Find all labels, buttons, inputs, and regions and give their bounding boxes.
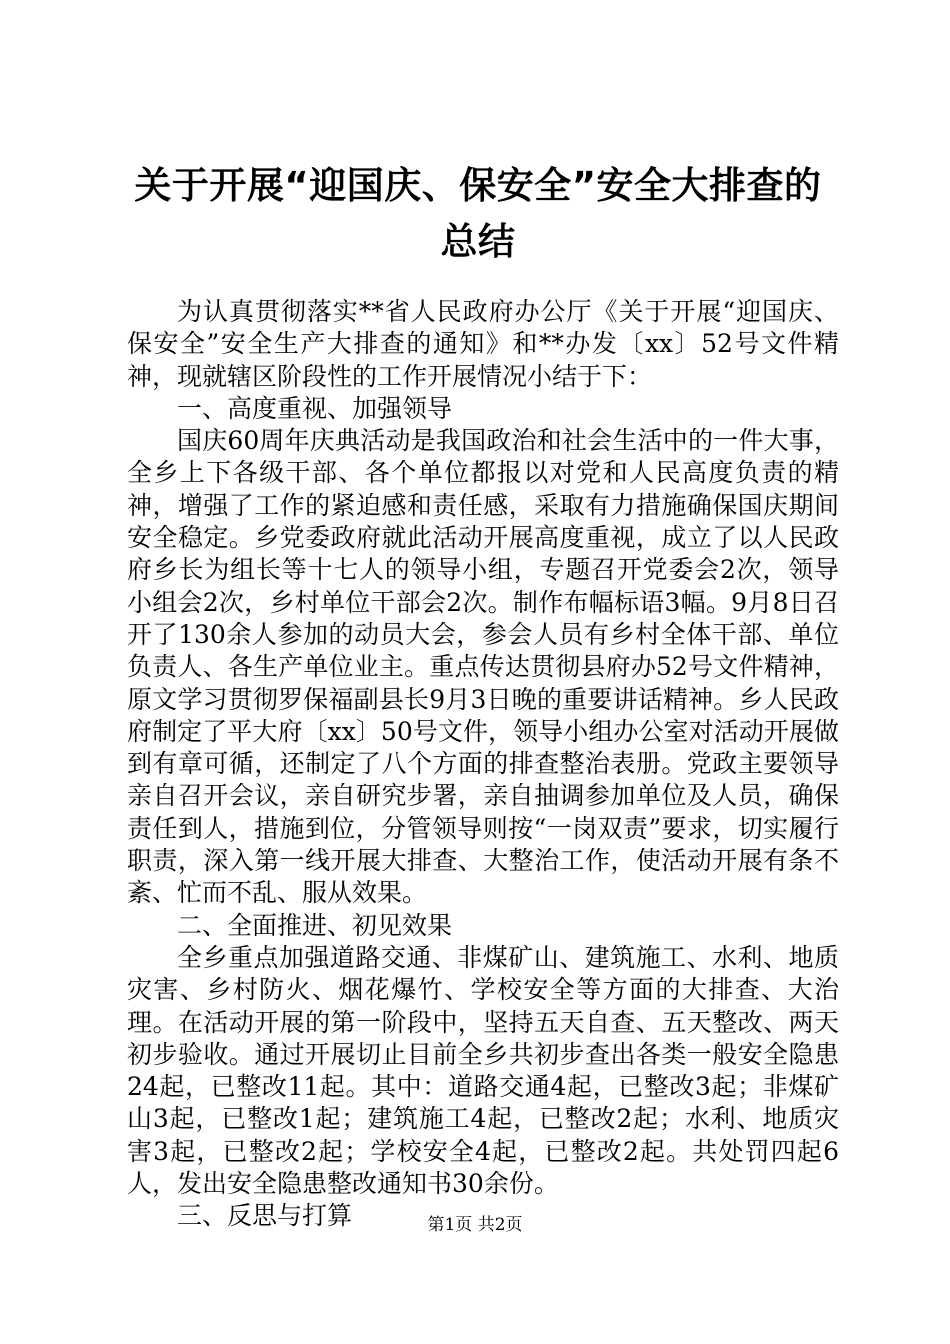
paragraph-section-1: 国庆60周年庆典活动是我国政治和社会生活中的一件大事，全乡上下各级干部、各个单位都报以对党和人民高度负责的精神，增强了工作的紧迫感和责任感，采取有力措施确保国庆期间安全稳定。乡党委政府就此活动开展高度重视，成立了以人民政府乡长为组长等十七人的领导小组，专题召开党委会2次，领导小组会2次，乡村单位干部会2次。制作布幅标语3幅。9月8日召开了130余人参加的动员大会，参会人员有乡村全体干部、单位负责人、各生产单位业主。重点传达贯彻县府办52号文件精神，原文学习贯彻罗保福副县长9月3日晚的重要讲话精神。乡人民政府制定了平大府〔xx〕50号文件，领导小组办公室对活动开展做到有章可循，还制定了八个方面的排查整治表册。党政主要领导亲自召开会议，亲自研究步署，亲自抽调参加单位及人员，确保责任到人，措施到位，分管领导则按“一岗双责”要求，切实履行职责，深入第一线开展大排查、大整治工作，使活动开展有条不紊、忙而不乱、服从效果。	[127, 426, 839, 908]
paragraph-intro: 为认真贯彻落实**省人民政府办公厅《关于开展“迎国庆、保安全”安全生产大排查的通知》和**办发〔xx〕52号文件精神，现就辖区阶段性的工作开展情况小结于下：	[127, 297, 839, 391]
document-title: 关于开展“迎国庆、保安全”安全大排查的总结	[134, 164, 822, 263]
paragraph-section-2: 全乡重点加强道路交通、非煤矿山、建筑施工、水利、地质灾害、乡村防火、烟花爆竹、学校安全等方面的大排查、大治理。在活动开展的第一阶段中，坚持五天自查、五天整改、两天初步验收。通过开展切止目前全乡共初步查出各类一般安全隐患24起，已整改11起。其中：道路交通4起，已整改3起；非煤矿山3起，已整改1起；建筑施工4起，已整改2起；水利、地质灾害3起，已整改2起；学校安全4起，已整改2起。共处罚四起6人，发出安全隐患整改通知书30余份。	[127, 942, 839, 1199]
page-footer: 第1页 共2页	[427, 1215, 523, 1235]
section-heading-2: 二、全面推进、初见效果	[177, 910, 453, 940]
section-heading-1: 一、高度重视、加强领导	[177, 393, 453, 423]
section-heading-3: 三、反思与打算	[177, 1201, 353, 1231]
document-body	[127, 296, 839, 1233]
